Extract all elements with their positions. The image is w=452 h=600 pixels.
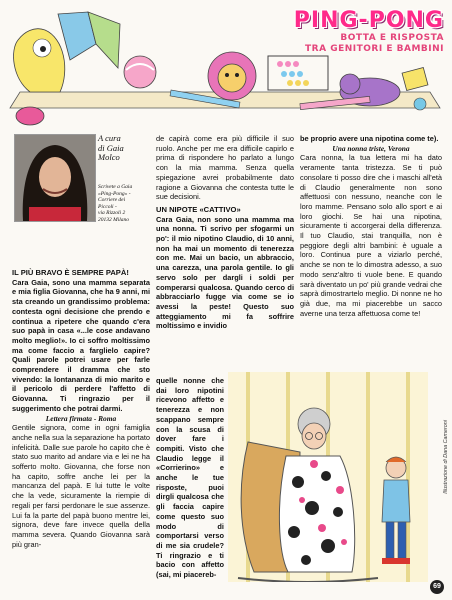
- section-title: PING-PONG: [293, 8, 444, 33]
- section-subtitle-line1: BOTTA E RISPOSTA: [340, 33, 444, 43]
- column-1: [12, 268, 150, 549]
- section-subtitle-line2: TRA GENITORI E BAMBINI: [305, 44, 444, 54]
- curator-credit: A cura di Gaia Molco: [98, 133, 124, 162]
- letter2-signature: Una nonna triste, Verona: [332, 143, 410, 153]
- curator-photo: [14, 134, 96, 222]
- letter1-signature: Lettera firmata - Roma: [45, 413, 117, 423]
- letter1-heading: IL PIÙ BRAVO È SEMPRE PAPÀ!: [12, 268, 129, 277]
- reply1-continued: de capirà come era più difficile il suo ruolo. Anche per me era difficile capirlo e prima di rispondere ho parlato a lungo con la mia mamma. Senza quella spiegazione avrei probabilmente dato ragione a Giovanna che contesta tutte le sue decisioni.: [156, 134, 294, 202]
- letter2-body: Cara Gaia, non sono una mamma ma una nonna. Ti scrivo per sfogarmi un po': il mio nipotino Claudio, di 10 anni, non ha mai un momento di tenerezza con me. Mai un bacio, un abbraccio, una carezza, una parola gentile. Io gli servo solo per dargli i soldi per comperarsi qualcosa. Quando cerco di abbracciarlo fugge via come se io avessi la peste! Questo suo atteggiamento mi fa soffrire moltissimo e invidio: [156, 214, 294, 331]
- mailing-address: Scrivete a Gaia «Ping-Pong» - Corriere dei Piccoli - via Rizzoli 2 20132 Milano: [98, 184, 133, 223]
- letter2-ending: be proprio avere una nipotina come te).: [300, 134, 439, 143]
- column-2: [156, 134, 294, 331]
- header-title-block: [294, 8, 444, 55]
- letter2-continued: quelle nonne che dai loro nipotini ricevono affetto e tenerezza e non scappano sempre con la scusa di dover fare i compiti. Visto che Claudio legge il «Corrierino» e anche le tue risposte, puoi dirgli qualcosa che gli faccia capire come questo suo modo di comportarsi verso di me sia crudele? Ti ringrazio e ti bacio con affetto (sai, mi piacereb-: [156, 376, 224, 580]
- letter1-body: Cara Gaia, sono una mamma separata e mia figlia Giovanna, che ha 9 anni, mi sta creando un grandissimo problema: contesta ogni decisione che prendo e continua a ripetere che quando c'era suo papà in casa «...le cose andavano molto meglio!». Io ci soffro moltissimo ma come faccio a farglielo capire? Quali parole potrei usare per farle comprendere il dramma che sto vivendo: la lontananza di mio marito e il pericolo di perdere l'affetto di Giovanna. Ti ringrazio per il suggerimento che potrai darmi.: [12, 277, 150, 413]
- grandma-illustration: [228, 372, 428, 582]
- reply2-body: Cara nonna, la tua lettera mi ha dato veramente tanta tristezza. Se ti può consolare ti posso dire che i maschi all'età di Claudio generalmente non sono affettuosi con nessuno, neanche con le loro mamme. Pensano solo allo sport e ai loro giochi. Se hai una nipotina, sicuramente ti accorgerai della differenza. Il tuo Claudio, stai tranquilla, non è peggiore degli altri bambini: è uguale a loro. Continua pure a viziarlo perché, anche se non te lo dimostra adesso, a suo modo senz'altro ti vuole bene. E quando sarà diventato un po' più grande vedrai che saprà dimostrartelo meglio. Di nonne ne ho già due, ma mi piacerebbe un sacco averne una terza affettuosa come te!: [300, 153, 442, 318]
- column-3: [300, 134, 442, 318]
- reply1-body: Gentile signora, come in ogni famiglia anche nella sua la separazione ha portato infelicità. Dalle sue parole ho capito che è stato suo marito ad andare via e lei ne ha sofferto molto. Giovanna, che forse non ha capito, soffre anche lei per la mancanza del papà. E lui tutte le volte che la vede, sicuramente la riempie di regali per farsi perdonare le sue assenze. Lui fa la parte del papà buono mentre lei, signora, deve fare invece quella della mamma severa. Quando Giovanna sarà più gran-: [12, 423, 150, 549]
- column-2-narrow: [156, 376, 224, 580]
- illustration-credit: Illustrazione di Dana Cameroni: [443, 420, 449, 494]
- letter2-heading: UN NIPOTE «CATTIVO»: [156, 204, 241, 214]
- page-number: 69: [430, 580, 444, 594]
